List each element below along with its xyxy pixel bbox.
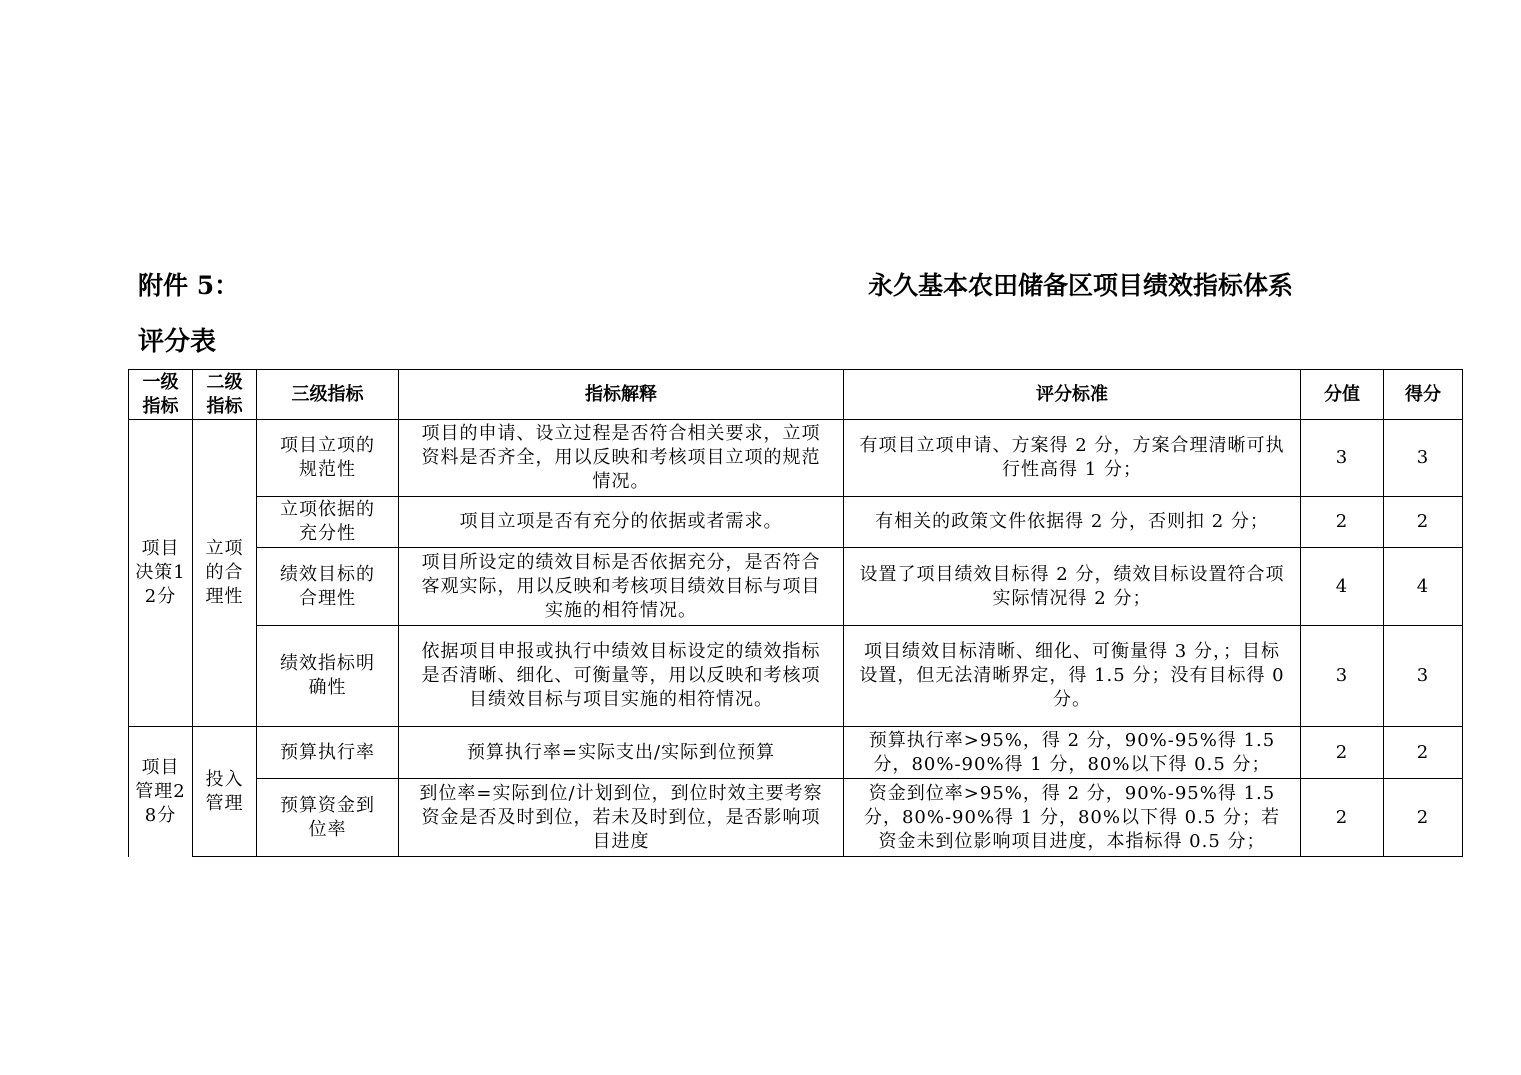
level3-cell: 绩效指标明确性	[257, 626, 399, 727]
criteria-cell: 设置了项目绩效目标得 2 分，绩效目标设置符合项实际情况得 2 分；	[844, 548, 1301, 626]
column-header-level1: 一级指标	[129, 370, 193, 420]
level3-cell: 预算资金到位率	[257, 779, 399, 857]
column-header-level2: 二级指标	[193, 370, 257, 420]
level2-cell: 投入管理	[193, 727, 257, 857]
criteria-cell: 资金到位率>95%，得 2 分，90%-95%得 1.5 分，80%-90%得 1 分，80%以下得 0.5 分；若资金未到位影响项目进度，本指标得 0.5 分；	[844, 779, 1301, 857]
level3-cell: 立项依据的充分性	[257, 497, 399, 548]
column-header-criteria: 评分标准	[844, 370, 1301, 420]
criteria-cell: 项目绩效目标清晰、细化、可衡量得 3 分，；目标设置，但无法清晰界定，得 1.5 分；没有目标得 0 分。	[844, 626, 1301, 727]
document-title-continuation: 评分表	[138, 327, 217, 357]
criteria-cell: 有项目立项申请、方案得 2 分，方案合理清晰可执行性高得 1 分；	[844, 420, 1301, 497]
explanation-cell: 依据项目申报或执行中绩效目标设定的绩效指标是否清晰、细化、可衡量等，用以反映和考核项目绩效目标与项目实施的相符情况。	[399, 626, 844, 727]
table-row	[129, 497, 1463, 548]
level1-cell: 项目决策12分	[129, 420, 193, 727]
level3-cell: 项目立项的规范性	[257, 420, 399, 497]
value-cell: 2	[1301, 727, 1384, 779]
value-cell: 2	[1301, 779, 1384, 857]
level1-cell: 项目管理28分	[129, 727, 193, 857]
explanation-cell: 预算执行率=实际支出/实际到位预算	[399, 727, 844, 779]
score-cell: 3	[1384, 420, 1463, 497]
attachment-label: 附件 5：	[138, 271, 240, 300]
level3-cell: 绩效目标的合理性	[257, 548, 399, 626]
value-cell: 4	[1301, 548, 1384, 626]
score-cell: 2	[1384, 727, 1463, 779]
score-cell: 3	[1384, 626, 1463, 727]
table-row	[129, 626, 1463, 727]
table-row	[129, 548, 1463, 626]
column-header-level3: 三级指标	[257, 370, 399, 420]
explanation-cell: 到位率=实际到位/计划到位，到位时效主要考察资金是否及时到位，若未及时到位，是否影响项目进度	[399, 779, 844, 857]
explanation-cell: 项目所设定的绩效目标是否依据充分，是否符合客观实际，用以反映和考核项目绩效目标与项目实施的相符情况。	[399, 548, 844, 626]
table-row	[129, 420, 1463, 497]
score-cell: 4	[1384, 548, 1463, 626]
criteria-cell: 预算执行率>95%，得 2 分，90%-95%得 1.5 分，80%-90%得 1 分，80%以下得 0.5 分；	[844, 727, 1301, 779]
explanation-cell: 项目立项是否有充分的依据或者需求。	[399, 497, 844, 548]
value-cell: 3	[1301, 420, 1384, 497]
value-cell: 3	[1301, 626, 1384, 727]
score-cell: 2	[1384, 497, 1463, 548]
explanation-cell: 项目的申请、设立过程是否符合相关要求，立项资料是否齐全，用以反映和考核项目立项的规范情况。	[399, 420, 844, 497]
table-row	[129, 727, 1463, 779]
criteria-cell: 有相关的政策文件依据得 2 分，否则扣 2 分；	[844, 497, 1301, 548]
document-title: 永久基本农田储备区项目绩效指标体系	[868, 271, 1294, 300]
scoring-table	[128, 369, 1463, 857]
column-header-value: 分值	[1301, 370, 1384, 420]
level3-cell: 预算执行率	[257, 727, 399, 779]
column-header-score: 得分	[1384, 370, 1463, 420]
column-header-explanation: 指标解释	[399, 370, 844, 420]
table-row	[129, 779, 1463, 857]
score-cell: 2	[1384, 779, 1463, 857]
table-header-row	[129, 370, 1463, 420]
level2-cell: 立项的合理性	[193, 420, 257, 727]
value-cell: 2	[1301, 497, 1384, 548]
